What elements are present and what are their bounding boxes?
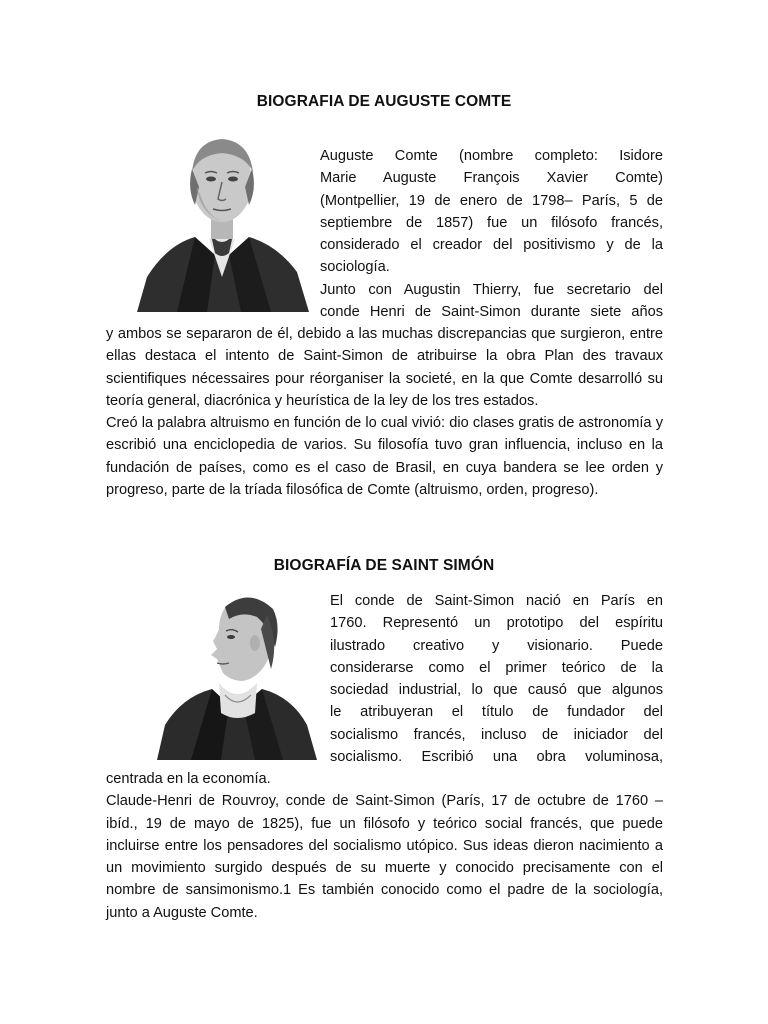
text-line: considerado el creador del positivismo y de la [320, 237, 663, 254]
text-line: sociología. [320, 259, 390, 276]
comte-paragraph-2-continued: y ambos se separaron de él, debido a las muchas discrepancias que surgieron, entre ellas destaca el intento de Saint-Simon de atribuirse la obra Plan des travaux scientifiques nécessaires pour réorganiser la societé, en la que Comte desarrolló su teoría general, diacrónica y heurística de la ley de los tres estados. [106, 326, 663, 409]
comte-title: BIOGRAFIA DE AUGUSTE COMTE [256, 93, 512, 110]
text-line: El conde de Saint-Simon nació en París en [330, 593, 663, 609]
comte-paragraph-3: Creó la palabra altruismo en función de lo cual vivió: dio clases gratis de astronomía y escribió una enciclopedia de varios. Su filosofía tuvo gran influencia, incluso en la fundación de países, como es el caso de Brasil, en cuya bandera se lee orden y progreso, parte de la tríada filosófica de Comte (altruismo, orden, progreso). [106, 415, 663, 499]
text-line: conde Henri de Saint-Simon durante siete años [320, 304, 663, 321]
saint-simon-portrait [157, 585, 317, 760]
text-line: sociedad industrial, lo que causó que algunos [330, 682, 663, 699]
saint-simon-title: BIOGRAFÍA DE SAINT SIMÓN [273, 557, 495, 574]
saint-simon-paragraph-2: Claude-Henri de Rouvroy, conde de Saint-Simon (París, 17 de octubre de 1760 – ibíd., 19 de mayo de 1825), fue un filósofo y teórico social francés, que puede incluirse entre los pensadores del socialismo utópico. Sus ideas dieron nacimiento a un movimiento surgido después de su muerte y conocido precisamente con el nombre de sansimonismo.1 Es también conocido como el padre de la sociología, junto a Auguste Comte. [106, 793, 663, 921]
text-line: Auguste Comte (nombre completo: Isidore [320, 148, 663, 164]
text-line: ilustrado creativo y visionario. Puede [330, 637, 663, 654]
text-line: considerarse como el primer teórico de la [330, 659, 663, 676]
text-line: 1760. Representó un prototipo del espíritu [330, 615, 663, 632]
saint-simon-wrap-block [330, 590, 663, 768]
text-line: le atribuyeran el título de fundador del [330, 704, 663, 721]
comte-wrap-block [320, 145, 663, 323]
saint-simon-paragraph-1-end: centrada en la economía. [106, 771, 271, 787]
text-line: Marie Auguste François Xavier Comte) [320, 170, 663, 187]
saint-simon-full-block [106, 768, 663, 924]
comte-portrait [137, 127, 309, 312]
text-line: socialismo. Escribió una obra voluminosa, [330, 749, 663, 766]
text-line: Junto con Augustin Thierry, fue secretario del [320, 281, 663, 298]
comte-paragraph-1 [320, 145, 663, 323]
comte-full-block [106, 323, 663, 501]
text-line: (Montpellier, 19 de enero de 1798– París, 5 de [320, 192, 663, 209]
text-line: socialismo francés, incluso de iniciador del [330, 726, 663, 743]
text-line: septiembre de 1857) fue un filósofo francés, [320, 214, 663, 231]
saint-simon-paragraph-1 [330, 590, 663, 768]
